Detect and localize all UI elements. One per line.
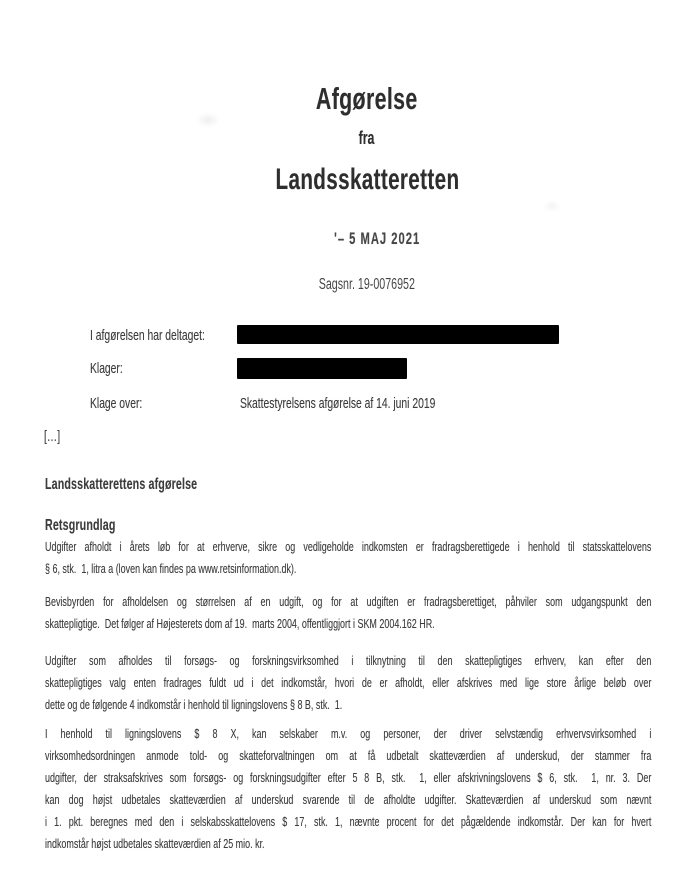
decision-heading-row <box>45 476 266 494</box>
paragraph-line: Udgifter afholdt i årets løb for at erhverve, sikre og vedligeholde indkomsten er fradragsberettigede i henhold til statsskattelovens <box>45 539 652 554</box>
paragraph-legal-basis-2 <box>45 591 651 635</box>
authority-name: Landsskatteretten <box>275 163 459 196</box>
paragraph-line: I henhold til ligningslovens $ 8 X, kan selskaber m.v. og personer, der driver selvstændig erhvervsvirksomhed i <box>45 726 652 741</box>
paragraph-legal-basis-3 <box>45 650 651 716</box>
title-block-line <box>42 128 692 149</box>
date-stamp: '– 5 MAJ 2021 <box>333 229 421 248</box>
paragraph-line: i 1. pkt. beregnes med den i selskabsskattelovens $ 17, stk. 1, nævnte procent for det pågældende indkomstår. Der kan for hvert <box>45 814 652 829</box>
participants-label-row <box>90 327 257 345</box>
paragraph-line: skattepligtige. Det følger af Højesterets dom af 19. marts 2004, offentliggjort i SKM 2004.162 HR. <box>45 616 435 631</box>
omission-mark-row <box>44 428 67 445</box>
paragraph-legal-basis-4 <box>45 723 651 855</box>
klage-over-value: Skattestyrelsens afgørelse af 14. juni 2019 <box>240 395 436 412</box>
paragraph-line: indkomstår højst udbetales skatteværdien af 25 mio. kr. <box>45 836 265 851</box>
legal-basis-heading-row <box>45 517 147 535</box>
paragraph-line: Udgifter som afholdes til forsøgs- og forskningsvirksomhed i tilknytning til den skattepligtiges erhverv, kan efter den <box>45 653 652 668</box>
klager-label: Klager: <box>90 360 123 377</box>
paragraph-line: udgifter, der straksafskrives som forsøgs- og forskningsudgifter efter 5 8 B, stk. 1, eller afskrivningslovens $ 6, stk. 1, nr. 3. Der <box>45 770 652 785</box>
scan-smudge <box>543 200 561 212</box>
paragraph-line: virksomhedsordningen anmode told- og skatteforvaltningen om at få udbetalt skatteværdien af underskud, der stammer fra <box>45 748 652 763</box>
omission-mark: […] <box>44 428 61 445</box>
klager-label-row <box>90 360 138 378</box>
page-title: Afgørelse <box>316 81 418 116</box>
paragraph-line: § 6, stk. 1, litra a (loven kan findes pa www.retsinformation.dk). <box>45 561 297 576</box>
case-number: Sagsnr. 19-0076952 <box>318 276 416 293</box>
paragraph-line: kan dog højst udbetales skatteværdien af underskud svarende til de afholdte udgifter. Skatteværdien af underskud som nævnt <box>45 792 652 807</box>
paragraph-line: Bevisbyrden for afholdelsen og størrelsen af en udgift, og for at udgiften er fradragsberettiget, påhviler som udgangspunkt den <box>45 594 652 609</box>
klager-redaction-bar <box>237 358 407 379</box>
paragraph-legal-basis-1 <box>45 536 651 580</box>
decision-heading: Landsskatterettens afgørelse <box>45 476 198 493</box>
klage-over-label: Klage over: <box>90 395 143 412</box>
klage-over-value-row <box>240 395 524 413</box>
participants-label: I afgørelsen har deltaget: <box>90 327 205 344</box>
legal-basis-heading: Retsgrundlag <box>45 517 116 534</box>
participants-redaction-bar <box>237 325 559 344</box>
paragraph-line: skattepligtiges valg enten fradrages fuldt ud i det indkomstår, hvori de er afholdt, eller afskrives med lige store årlige beløb over <box>45 675 652 690</box>
connector-fra: fra <box>359 128 375 148</box>
klage-over-label-row <box>90 395 166 413</box>
title-block-line <box>42 163 692 197</box>
paragraph-line: dette og de følgende 4 indkomstår i henhold til ligningslovens § 8 B, stk. 1. <box>45 697 343 712</box>
title-block-line <box>42 81 692 117</box>
date-stamp-row <box>62 229 692 249</box>
case-number-row <box>42 276 692 294</box>
